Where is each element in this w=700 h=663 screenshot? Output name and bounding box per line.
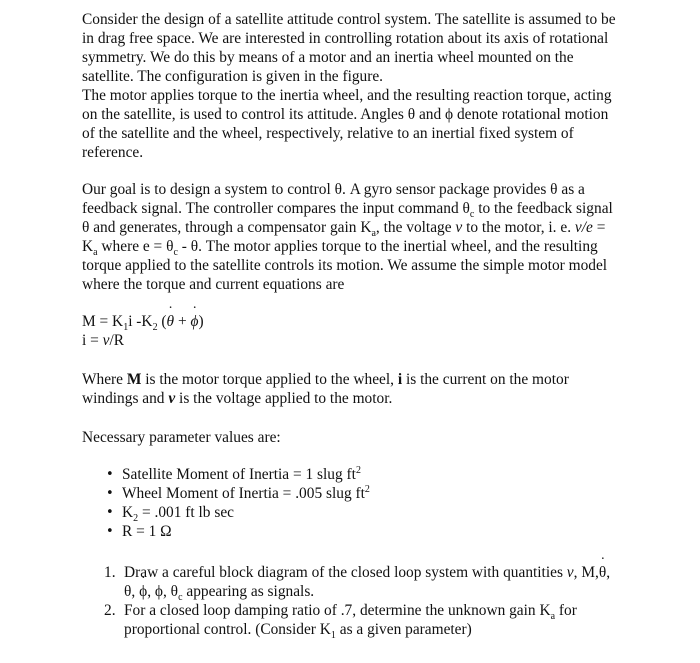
params-heading: Necessary parameter values are:	[82, 429, 281, 446]
intro-paragraph: Consider the design of a satellite attitude control system. The satellite is assumed to be in drag free space. We are interested in controlling rotation about its axis of rotational symmetry. We do this by means of a motor and an inertia wheel mounted on the satellite. The configuration is given in the figure. The motor applies torque to the inertia wheel, and the resulting reaction torque, acting on the satellite, is used to control its attitude. Angles θ and ϕ denote rotational motion of the satellite and the wheel, respectively, relative to an inertial fixed system of reference.	[82, 11, 616, 161]
document-page	[82, 10, 622, 642]
list-item: • R = 1 Ω	[106, 522, 622, 541]
where-paragraph: Where M is the motor torque applied to the wheel, i is the current on the motor windings and v is the voltage applied to the motor.	[82, 371, 569, 407]
list-item: 2. For a closed loop damping ratio of .7, determine the unknown gain $K_a$ for proportional control. (Consider $K_1$ as a given parameter)	[104, 602, 577, 642]
torque-equation: $M = K_1i$ $-K_2$ (˙ θ + ˙ ϕ)	[82, 312, 622, 331]
task-list	[82, 563, 622, 642]
list-item: • Satellite Moment of Inertia = 1 slug $ft^2$	[106, 465, 622, 484]
list-item: • Wheel Moment of Inertia = .005 slug $ft^2$	[106, 484, 622, 503]
list-item: 1. Draw a careful block diagram of the closed loop system with quantities v, M,˙ θ, θ, ˙ ϕ, ϕ, $\theta_c$ appearing as signals.	[104, 563, 622, 601]
parameter-list	[82, 465, 622, 541]
current-equation: i = v/R	[82, 332, 125, 349]
motor-equations	[82, 312, 622, 350]
list-item: • $K_2 = .001$ ft lb sec	[106, 503, 622, 522]
goal-paragraph: Our goal is to design a system to control θ. A gyro sensor package provides θ as a feedback signal. The controller compares the input command $\theta_c$ to the feedback signal θ and generates, through a compensator gain $K_a$, the voltage v to the motor, i. e. $v/e = K_a$ where $e = \theta_c - \theta$. The motor applies torque to the inertial wheel, and the resulting torque applied to the satellite controls its motion. We assume the simple motor model where the torque and current equations are	[82, 181, 613, 293]
